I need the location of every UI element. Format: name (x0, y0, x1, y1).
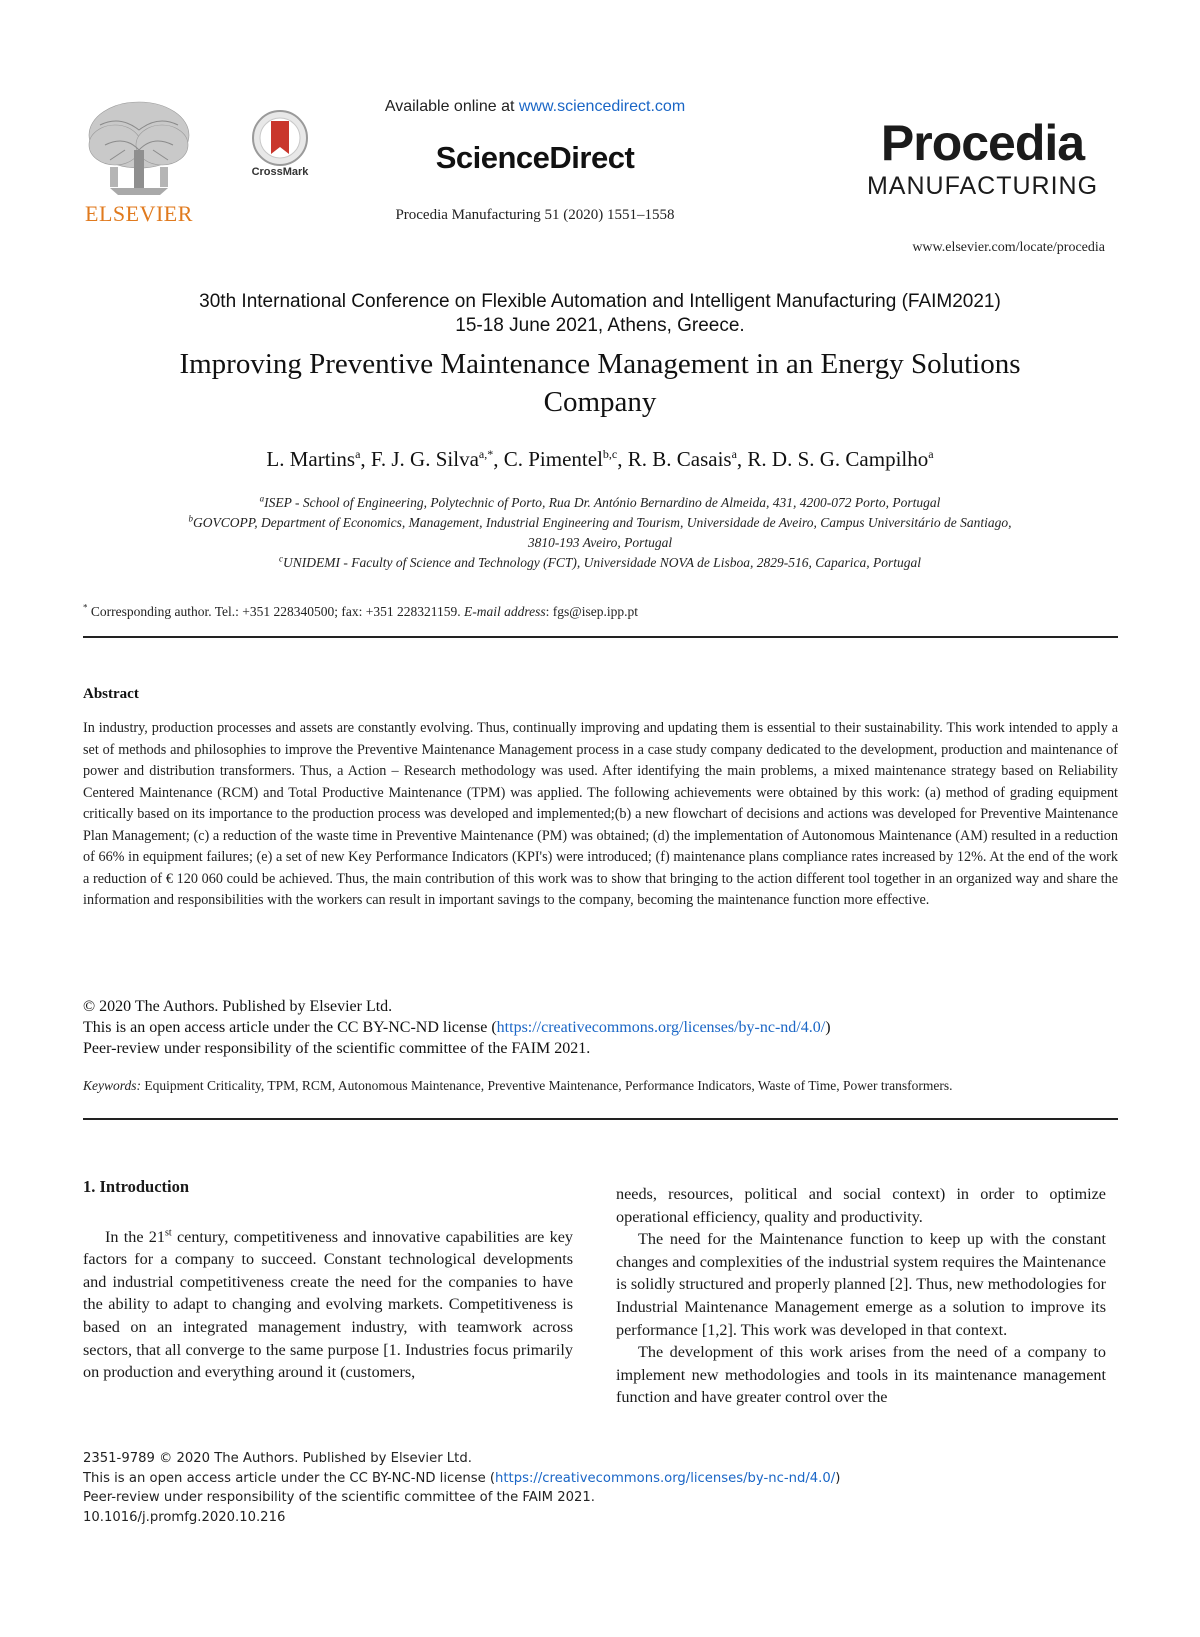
conference-line-2: 15-18 June 2021, Athens, Greece. (455, 315, 745, 336)
paragraph-text: In the 21 (105, 1227, 165, 1246)
abstract-heading: Abstract (83, 686, 139, 702)
author-name: F. J. G. Silva (370, 447, 479, 471)
copyright-line: © 2020 The Authors. Published by Elsevier Ltd. (83, 998, 393, 1015)
author-separator: , (736, 447, 748, 471)
author-name: C. Pimentel (503, 447, 603, 471)
elsevier-logo (80, 95, 198, 230)
license-prefix: This is an open access article under the CC BY-NC-ND license ( (83, 1019, 497, 1036)
journal-url[interactable]: www.elsevier.com/locate/procedia (912, 240, 1105, 255)
corresponding-mark: * (83, 602, 88, 613)
affiliation-text: GOVCOPP, Department of Economics, Management, Industrial Engineering and Tourism, Universidade de Aveiro, Campus Universitário de Santiago, (192, 515, 1012, 530)
author-separator: , (360, 447, 371, 471)
corresponding-contact: Corresponding author. Tel.: +351 228340500; fax: +351 228321159. (87, 604, 465, 619)
sciencedirect-link[interactable]: www.sciencedirect.com (518, 98, 686, 115)
email-address[interactable]: : fgs@isep.ipp.pt (545, 604, 638, 619)
journal-citation: Procedia Manufacturing 51 (2020) 1551–1558 (395, 207, 675, 223)
author-name: R. D. S. G. Campilho (747, 447, 929, 471)
footer-license-link[interactable]: https://creativecommons.org/licenses/by-nc-nd/4.0/ (495, 1470, 836, 1486)
doi[interactable]: 10.1016/j.promfg.2020.10.216 (83, 1509, 286, 1525)
ordinal-suffix: st (165, 1227, 172, 1239)
conference-info (60, 290, 1140, 338)
affiliation-mark: b (188, 513, 193, 524)
keywords-list: Equipment Criticality, TPM, RCM, Autonomous Maintenance, Preventive Maintenance, Performance Indicators, Waste of Time, Power transformers. (141, 1078, 953, 1093)
author-affiliation-mark: a (731, 447, 737, 461)
conference-line-1: 30th International Conference on Flexible Automation and Intelligent Manufacturing (FAIM2021) (199, 291, 1001, 312)
keywords (83, 1078, 1118, 1094)
procedia-title: Procedia (880, 115, 1085, 171)
footer-notice (83, 1449, 1118, 1527)
author-affiliation-mark: a (928, 447, 934, 461)
divider-top (83, 636, 1118, 638)
email-label: E-mail address (464, 604, 546, 619)
affiliation-mark: a (259, 493, 265, 504)
keywords-label: Keywords: (83, 1078, 141, 1093)
paper-title-line-1: Improving Preventive Maintenance Management in an Energy Solutions (179, 348, 1021, 380)
affiliation-mark: c (279, 553, 284, 564)
affiliation-text: ISEP - School of Engineering, Polytechnic of Porto, Rua Dr. António Bernardino de Almeida, 431, 4200-072 Porto, Portugal (264, 495, 941, 510)
footer-peer-review: Peer-review under responsibility of the scientific committee of the FAIM 2021. (83, 1490, 595, 1505)
paper-title (60, 345, 1140, 421)
affiliation-text: UNIDEMI - Faculty of Science and Technology (FCT), Universidade NOVA de Lisboa, 2829-516, Caparica, Portugal (283, 555, 921, 570)
author-separator: , (617, 447, 628, 471)
author-separator: , (493, 447, 504, 471)
corresponding-author (83, 604, 983, 620)
footer-license-line (83, 1469, 1118, 1489)
body-column-left (83, 1176, 573, 1384)
paragraph: The need for the Maintenance function to keep up with the constant changes and complexities of the industrial system requires the Maintenance is solidly structured and properly planned [2]. Thus, new methodologies for Industrial Maintenance Management emerge as a solution to improve its performance [1,2]. This work was developed in that context. (616, 1230, 1106, 1339)
available-prefix: Available online at (384, 98, 519, 115)
license-line (83, 1017, 1118, 1038)
affiliation-b-cont: 3810-193 Aveiro, Portugal (527, 535, 673, 550)
procedia-subtitle: MANUFACTURING (866, 172, 1099, 200)
available-online (300, 98, 770, 116)
footer-license-suffix: ) (835, 1470, 841, 1486)
author-affiliation-mark: b,c (602, 447, 618, 461)
author-list (60, 447, 1140, 472)
section-heading: 1. Introduction (83, 1177, 190, 1196)
paragraph-text: century, competitiveness and innovative capabilities are key factors for a company to succeed. Constant technological developments and industrial competitiveness create the need for the companies to have the ability to adapt to changing and evolving markets. Competitiveness is based on an integrated management industry, with teamwork across sectors, that all converge to the same purpose [1. Industries focus primarily on production and everything around it (customers, (83, 1227, 573, 1382)
author-name: L. Martins (266, 447, 356, 471)
procedia-logo (860, 115, 1105, 201)
paragraph: The development of this work arises from the need of a company to implement new methodologies and tools in its maintenance management function and have greater control over the (616, 1343, 1106, 1407)
author-name: R. B. Casais (627, 447, 732, 471)
license-link[interactable]: https://creativecommons.org/licenses/by-nc-nd/4.0/ (496, 1019, 826, 1036)
affiliation-b (80, 513, 1120, 533)
abstract-text: In industry, production processes and assets are constantly evolving. Thus, continually improving and updating them is essential to their sustainability. This work intended to apply a set of methods and philosophies to improve the Preventive Maintenance Management process in a case study company dedicated to the development, production and maintenance of power and distribution transformers. Thus, a Action – Research methodology was used. After identifying the main problems, a mixed maintenance strategy based on Reliability Centered Maintenance (RCM) and Total Productive Maintenance (TPM) was applied. The following achievements were obtained by this work: (a) method of grading equipment critically based on its importance to the production process was developed and implemented;(b) a new flowchart of decisions and actions was developed for Preventive Maintenance Plan Management; (c) a reduction of the waste time in Preventive Maintenance (PM) was obtained; (d) the implementation of Autonomous Maintenance (AM) resulted in a reduction of 66% in equipment failures; (e) a set of new Key Performance Indicators (KPI's) were introduced; (f) maintenance plans compliance rates increased by 12%. At the end of the work a reduction of € 120 060 could be achieved. Thus, the main contribution of this work was to show that bringing to the action different tool together in an organized way and share the information and responsibilities with the workers can result in important savings to the company, becoming the maintenance function more effective. (83, 720, 1118, 908)
author-affiliation-mark: a (355, 447, 361, 461)
paper-title-line-2: Company (543, 386, 657, 418)
issn-copyright: 2351-9789 © 2020 The Authors. Published by Elsevier Ltd. (83, 1451, 472, 1466)
affiliation-c (80, 553, 1120, 573)
author-affiliation-mark: a,* (478, 447, 494, 461)
affiliation-a (80, 493, 1120, 513)
peer-review-line: Peer-review under responsibility of the scientific committee of the FAIM 2021. (83, 1040, 591, 1057)
license-block (83, 996, 1118, 1059)
paragraph (83, 1226, 573, 1384)
paragraph: needs, resources, political and social context) in order to optimize operational efficiency, quality and productivity. (616, 1185, 1106, 1226)
divider-bottom (83, 1118, 1118, 1120)
body-column-right (616, 1183, 1106, 1409)
publisher-name: ELSEVIER (85, 201, 193, 226)
footer-license-prefix: This is an open access article under the CC BY-NC-ND license ( (83, 1470, 496, 1486)
license-suffix: ) (825, 1019, 831, 1036)
sciencedirect-logo: ScienceDirect (435, 140, 635, 175)
affiliations (80, 493, 1120, 573)
crossmark-label: CrossMark (251, 166, 309, 178)
